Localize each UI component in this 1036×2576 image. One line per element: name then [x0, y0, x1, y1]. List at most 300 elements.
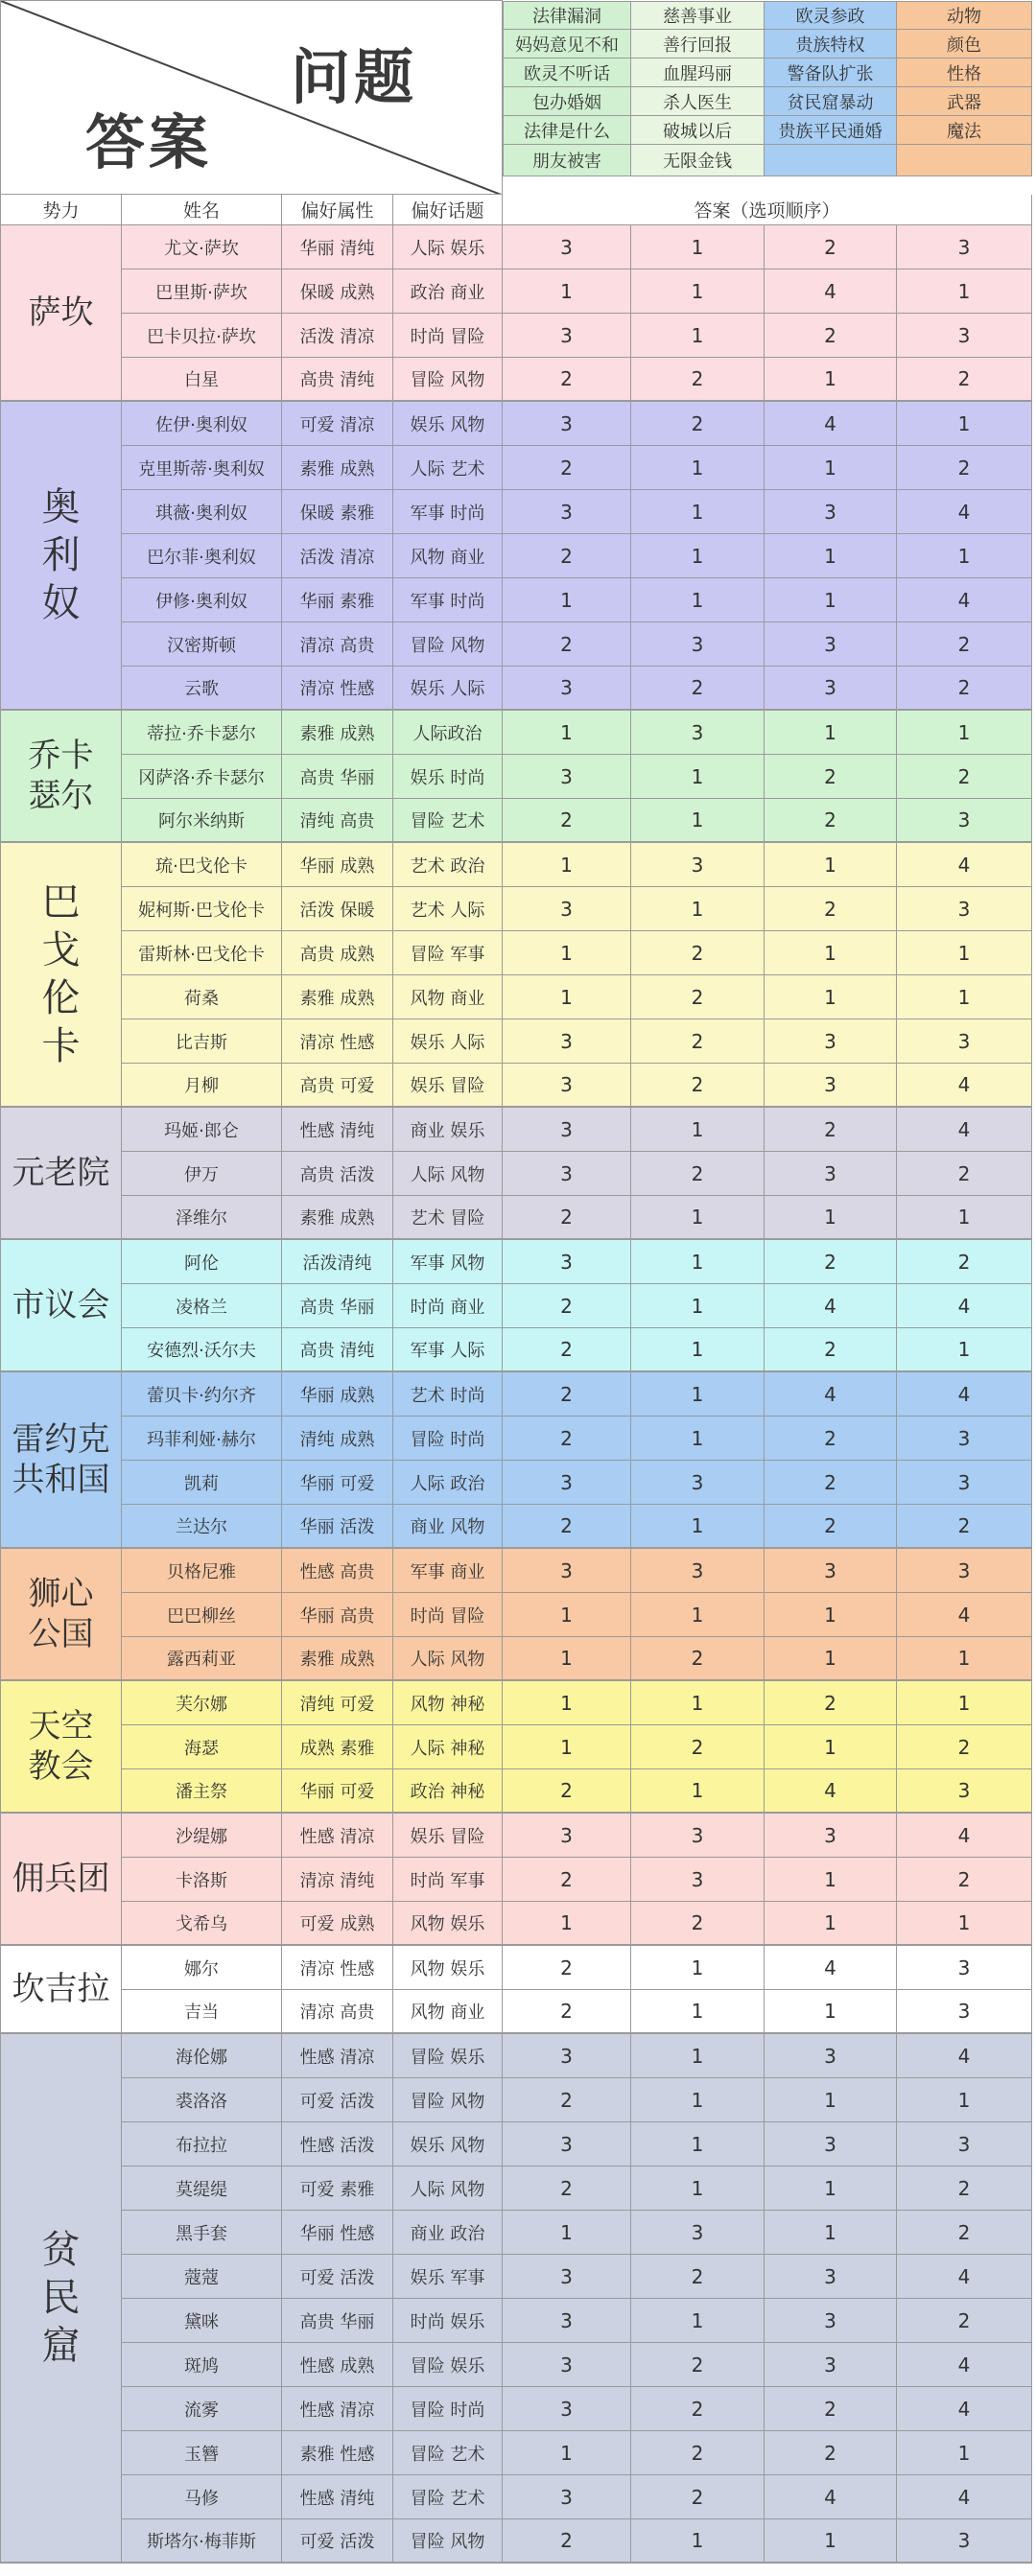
character-name: 凯莉: [122, 1461, 282, 1505]
preferred-topic: 时尚 军事: [393, 1858, 503, 1902]
preferred-topic: 风物 商业: [393, 975, 503, 1019]
preferred-attribute: 高贵 可爱: [282, 1064, 393, 1108]
preferred-topic: 冒险 时尚: [393, 1417, 503, 1461]
answer-cell: 1: [765, 1990, 897, 2034]
preferred-attribute: 华丽 活泼: [282, 1505, 393, 1549]
answer-cell: 2: [897, 446, 1032, 490]
preferred-attribute: 高贵 华丽: [282, 2299, 393, 2343]
preferred-attribute: 华丽 成熟: [282, 1372, 393, 1417]
character-name: 凌格兰: [122, 1284, 282, 1328]
answer-cell: 4: [765, 1769, 897, 1814]
answer-cell: 3: [897, 1019, 1032, 1064]
answer-cell: 1: [631, 2166, 765, 2211]
preferred-topic: 商业 娱乐: [393, 1108, 503, 1152]
faction-name: 教会: [28, 1747, 94, 1786]
answer-cell: 3: [503, 2122, 631, 2166]
answer-cell: 2: [897, 667, 1032, 711]
answer-cell: 1: [765, 711, 897, 755]
answer-cell: 2: [503, 799, 631, 843]
question-option: 性格: [897, 59, 1032, 87]
answer-cell: 1: [765, 1593, 897, 1637]
faction-cell: [0, 843, 122, 1108]
preferred-attribute: 清凉 高贵: [282, 622, 393, 667]
answer-cell: 2: [897, 1505, 1032, 1549]
preferred-attribute: 华丽 可爱: [282, 1769, 393, 1814]
question-option: 欧灵参政: [765, 1, 897, 30]
answer-cell: 2: [503, 1858, 631, 1902]
question-option: 法律漏洞: [503, 1, 631, 30]
faction-cell: [0, 1372, 122, 1549]
answer-cell: 3: [631, 711, 765, 755]
answer-cell: 3: [503, 2475, 631, 2519]
character-name: 黑手套: [122, 2211, 282, 2255]
faction-cell: [0, 225, 122, 402]
question-option: 血腥玛丽: [631, 59, 765, 87]
preferred-topic: 冒险 艺术: [393, 2475, 503, 2519]
character-name: 荷桑: [122, 975, 282, 1019]
answer-cell: 4: [897, 2034, 1032, 2078]
answer-cell: 2: [897, 1152, 1032, 1196]
answer-cell: 3: [897, 799, 1032, 843]
answer-cell: 2: [765, 2431, 897, 2475]
answer-cell: 3: [765, 2343, 897, 2387]
answer-cell: 2: [631, 1725, 765, 1769]
answer-cell: 1: [631, 2519, 765, 2564]
answer-cell: 1: [765, 446, 897, 490]
answer-cell: 2: [631, 1637, 765, 1681]
header-attribute: 偏好属性: [282, 195, 393, 225]
preferred-attribute: 性感 清凉: [282, 2387, 393, 2431]
answer-cell: 2: [765, 887, 897, 931]
character-name: 白星: [122, 358, 282, 402]
answer-cell: 1: [631, 446, 765, 490]
preferred-attribute: 性感 高贵: [282, 1549, 393, 1593]
answer-cell: 1: [631, 1196, 765, 1240]
preferred-attribute: 性感 清凉: [282, 1814, 393, 1858]
preferred-attribute: 素雅 成熟: [282, 446, 393, 490]
answer-cell: 2: [503, 1328, 631, 1372]
answer-cell: 3: [503, 225, 631, 269]
character-name: 流雾: [122, 2387, 282, 2431]
answer-cell: 1: [765, 2078, 897, 2122]
answer-cell: 1: [765, 843, 897, 887]
question-option: 警备队扩张: [765, 59, 897, 87]
preferred-topic: 艺术 政治: [393, 843, 503, 887]
answer-cell: 2: [503, 446, 631, 490]
answer-cell: 2: [503, 1417, 631, 1461]
answer-cell: 2: [503, 1946, 631, 1990]
answer-cell: 3: [631, 843, 765, 887]
answer-cell: 3: [765, 2255, 897, 2299]
answer-cell: 3: [765, 1019, 897, 1064]
preferred-attribute: 性感 清纯: [282, 2475, 393, 2519]
preferred-topic: 冒险 时尚: [393, 2387, 503, 2431]
preferred-attribute: 可爱 成熟: [282, 1902, 393, 1946]
answer-cell: 1: [765, 1196, 897, 1240]
preferred-attribute: 保暖 素雅: [282, 490, 393, 534]
preferred-attribute: 可爱 活泼: [282, 2078, 393, 2122]
question-option: 包办婚姻: [503, 87, 631, 116]
answer-cell: 3: [503, 1019, 631, 1064]
question-option: 朋友被害: [503, 145, 631, 176]
answer-cell: 2: [503, 1769, 631, 1814]
preferred-topic: 娱乐 时尚: [393, 755, 503, 799]
answer-cell: 3: [503, 2343, 631, 2387]
question-option: 贵族平民通婚: [765, 116, 897, 145]
answer-cell: 3: [503, 1108, 631, 1152]
preferred-topic: 风物 商业: [393, 1990, 503, 2034]
answer-cell: 4: [897, 1593, 1032, 1637]
preferred-topic: 冒险 艺术: [393, 2431, 503, 2475]
answer-cell: 3: [503, 1152, 631, 1196]
preferred-attribute: 性感 清凉: [282, 2034, 393, 2078]
character-name: 尤文·萨坎: [122, 225, 282, 269]
answer-cell: 1: [631, 314, 765, 358]
answer-cell: 2: [765, 1417, 897, 1461]
character-name: 云歌: [122, 667, 282, 711]
answer-cell: 3: [765, 1814, 897, 1858]
answer-cell: 1: [503, 2211, 631, 2255]
character-name: 布拉拉: [122, 2122, 282, 2166]
preferred-attribute: 活泼 清凉: [282, 534, 393, 578]
preferred-topic: 时尚 商业: [393, 1284, 503, 1328]
faction-name: 民: [41, 2276, 81, 2320]
answer-cell: 2: [631, 1902, 765, 1946]
question-option: 欧灵不听话: [503, 59, 631, 87]
answer-cell: 3: [503, 2034, 631, 2078]
answer-cell: 2: [631, 2387, 765, 2431]
answer-cell: 1: [631, 1417, 765, 1461]
preferred-attribute: 华丽 成熟: [282, 843, 393, 887]
answer-cell: 1: [765, 534, 897, 578]
answer-cell: 1: [503, 975, 631, 1019]
preferred-topic: 冒险 风物: [393, 2519, 503, 2564]
answer-cell: 2: [503, 622, 631, 667]
answer-cell: 2: [631, 1064, 765, 1108]
character-name: 妮柯斯·巴戈伦卡: [122, 887, 282, 931]
faction-name: 市议会: [12, 1285, 110, 1324]
answer-cell: 4: [897, 1108, 1032, 1152]
answer-cell: 4: [897, 1284, 1032, 1328]
preferred-attribute: 活泼 保暖: [282, 887, 393, 931]
answer-cell: 1: [631, 2034, 765, 2078]
preferred-topic: 艺术 时尚: [393, 1372, 503, 1417]
character-name: 兰达尔: [122, 1505, 282, 1549]
character-name: 伊万: [122, 1152, 282, 1196]
answer-cell: 4: [765, 402, 897, 446]
preferred-topic: 时尚 娱乐: [393, 2299, 503, 2343]
answer-cell: 2: [897, 1858, 1032, 1902]
answer-cell: 2: [503, 358, 631, 402]
preferred-attribute: 清纯 可爱: [282, 1681, 393, 1725]
answer-cell: 1: [897, 269, 1032, 314]
answer-cell: 1: [631, 1990, 765, 2034]
preferred-topic: 冒险 娱乐: [393, 2034, 503, 2078]
question-option: 慈善事业: [631, 1, 765, 30]
answer-cell: 3: [765, 2034, 897, 2078]
character-name: 马修: [122, 2475, 282, 2519]
character-name: 玛菲利娅·赫尔: [122, 1417, 282, 1461]
answer-cell: 1: [503, 578, 631, 622]
preferred-attribute: 保暖 成熟: [282, 269, 393, 314]
preferred-attribute: 清纯 成熟: [282, 1417, 393, 1461]
answer-cell: 3: [897, 1769, 1032, 1814]
preferred-attribute: 华丽 性感: [282, 2211, 393, 2255]
question-option: 颜色: [897, 30, 1032, 59]
answer-cell: 2: [503, 534, 631, 578]
character-name: 蒂拉·乔卡瑟尔: [122, 711, 282, 755]
preferred-attribute: 素雅 成熟: [282, 975, 393, 1019]
answer-cell: 3: [897, 314, 1032, 358]
answer-cell: 1: [897, 975, 1032, 1019]
character-name: 斯塔尔·梅菲斯: [122, 2519, 282, 2564]
answer-cell: 1: [631, 225, 765, 269]
character-name: 吉当: [122, 1990, 282, 2034]
answer-cell: 4: [897, 1814, 1032, 1858]
answer-cell: 1: [631, 534, 765, 578]
answer-cell: 1: [765, 578, 897, 622]
answer-cell: 2: [897, 622, 1032, 667]
answer-cell: 4: [765, 1372, 897, 1417]
answer-cell: 3: [503, 1461, 631, 1505]
answer-cell: 1: [503, 2431, 631, 2475]
answer-cell: 1: [503, 931, 631, 975]
preferred-topic: 娱乐 军事: [393, 2255, 503, 2299]
answer-cell: 2: [765, 1108, 897, 1152]
answer-cell: 4: [897, 578, 1032, 622]
answer-cell: 2: [631, 931, 765, 975]
answer-cell: 1: [897, 711, 1032, 755]
answer-cell: 2: [503, 1372, 631, 1417]
character-name: 比吉斯: [122, 1019, 282, 1064]
answer-cell: 1: [631, 1108, 765, 1152]
header-answers: 答案（选项顺序）: [503, 195, 1032, 225]
preferred-attribute: 高贵 清纯: [282, 358, 393, 402]
question-option: 贫民窟暴动: [765, 87, 897, 116]
faction-cell: [0, 711, 122, 843]
character-name: 琪薇·奥利奴: [122, 490, 282, 534]
question-option: 法律是什么: [503, 116, 631, 145]
faction-name: 天空: [28, 1706, 94, 1745]
preferred-topic: 冒险 艺术: [393, 799, 503, 843]
character-name: 伊修·奥利奴: [122, 578, 282, 622]
faction-name: 伦: [41, 976, 81, 1020]
answer-cell: 4: [897, 843, 1032, 887]
answer-cell: 3: [503, 667, 631, 711]
character-name: 玛姬·郎仑: [122, 1108, 282, 1152]
question-option: [765, 145, 897, 176]
answer-cell: 2: [503, 2519, 631, 2564]
answer-cell: 2: [631, 1152, 765, 1196]
faction-name: 共和国: [12, 1461, 110, 1499]
character-name: 海瑟: [122, 1725, 282, 1769]
character-name: 冈萨洛·乔卡瑟尔: [122, 755, 282, 799]
faction-name: 乔卡: [28, 736, 94, 775]
preferred-attribute: 高贵 清纯: [282, 1328, 393, 1372]
answer-cell: 4: [765, 269, 897, 314]
character-name: 巴尔菲·奥利奴: [122, 534, 282, 578]
answer-cell: 1: [631, 1240, 765, 1284]
preferred-attribute: 性感 活泼: [282, 2122, 393, 2166]
preferred-attribute: 清凉 性感: [282, 1019, 393, 1064]
faction-name: 萨坎: [28, 293, 94, 332]
faction-name: 雷约克: [12, 1419, 110, 1459]
answer-cell: 2: [503, 1990, 631, 2034]
answer-cell: 2: [897, 1240, 1032, 1284]
answer-cell: 1: [897, 2431, 1032, 2475]
answer-cell: 1: [503, 1725, 631, 1769]
header-topic: 偏好话题: [393, 195, 503, 225]
preferred-attribute: 素雅 性感: [282, 2431, 393, 2475]
character-name: 蔻蔻: [122, 2255, 282, 2299]
answer-cell: 1: [631, 1372, 765, 1417]
preferred-attribute: 素雅 成熟: [282, 1196, 393, 1240]
character-name: 芙尔娜: [122, 1681, 282, 1725]
answer-cell: 3: [503, 2387, 631, 2431]
answer-cell: 3: [503, 1064, 631, 1108]
preferred-topic: 时尚 冒险: [393, 314, 503, 358]
diagonal-divider-icon: [1, 1, 503, 195]
answer-cell: 2: [631, 667, 765, 711]
answer-cell: 2: [631, 358, 765, 402]
answer-cell: 2: [897, 358, 1032, 402]
answer-cell: 3: [765, 1152, 897, 1196]
answer-cell: 2: [503, 2078, 631, 2122]
preferred-topic: 人际 政治: [393, 1461, 503, 1505]
preferred-topic: 人际 风物: [393, 2166, 503, 2211]
faction-name: 巴: [41, 880, 81, 925]
preferred-topic: 军事 风物: [393, 1240, 503, 1284]
answer-cell: 1: [631, 2078, 765, 2122]
preferred-topic: 时尚 冒险: [393, 1593, 503, 1637]
preferred-attribute: 素雅 成熟: [282, 1637, 393, 1681]
faction-cell: [0, 2034, 122, 2564]
preferred-attribute: 可爱 清凉: [282, 402, 393, 446]
answer-cell: 1: [631, 2299, 765, 2343]
answer-cell: 2: [897, 2166, 1032, 2211]
answer-cell: 1: [631, 1681, 765, 1725]
answer-cell: 4: [897, 1372, 1032, 1417]
answer-cell: 1: [503, 1681, 631, 1725]
preferred-attribute: 可爱 素雅: [282, 2166, 393, 2211]
character-name: 斑鸠: [122, 2343, 282, 2387]
answer-cell: 2: [503, 1196, 631, 1240]
preferred-attribute: 清凉 性感: [282, 667, 393, 711]
answer-cell: 2: [631, 2255, 765, 2299]
answer-cell: 1: [897, 534, 1032, 578]
answer-cell: 2: [503, 2166, 631, 2211]
answer-cell: 3: [897, 1461, 1032, 1505]
answer-cell: 1: [765, 358, 897, 402]
character-name: 克里斯蒂·奥利奴: [122, 446, 282, 490]
preferred-topic: 冒险 娱乐: [393, 2343, 503, 2387]
answer-cell: 3: [631, 1814, 765, 1858]
answer-cell: 2: [765, 1505, 897, 1549]
character-name: 海伦娜: [122, 2034, 282, 2078]
answer-cell: 3: [503, 1814, 631, 1858]
answer-cell: 1: [631, 1284, 765, 1328]
answer-cell: 3: [765, 667, 897, 711]
faction-cell: [0, 1549, 122, 1681]
preferred-topic: 人际 风物: [393, 1637, 503, 1681]
faction-name: 戈: [41, 928, 81, 972]
header-faction: 势力: [0, 195, 122, 225]
answer-cell: 2: [631, 975, 765, 1019]
answer-cell: 1: [765, 2519, 897, 2564]
question-option: 魔法: [897, 116, 1032, 145]
answer-cell: 1: [765, 1902, 897, 1946]
preferred-attribute: 高贵 华丽: [282, 755, 393, 799]
answer-cell: 3: [897, 887, 1032, 931]
answer-cell: 2: [631, 2343, 765, 2387]
answer-cell: 3: [503, 314, 631, 358]
answer-cell: 3: [765, 1549, 897, 1593]
preferred-topic: 冒险 风物: [393, 622, 503, 667]
preferred-topic: 风物 娱乐: [393, 1946, 503, 1990]
faction-cell: [0, 402, 122, 711]
answer-cell: 3: [897, 1946, 1032, 1990]
preferred-topic: 艺术 冒险: [393, 1196, 503, 1240]
faction-name: 佣兵团: [12, 1859, 110, 1898]
character-name: 莫缇缇: [122, 2166, 282, 2211]
answer-cell: 3: [503, 755, 631, 799]
preferred-topic: 娱乐 风物: [393, 2122, 503, 2166]
answer-cell: 4: [897, 2255, 1032, 2299]
answer-cell: 2: [765, 1461, 897, 1505]
character-name: 巴卡贝拉·萨坎: [122, 314, 282, 358]
preferred-topic: 人际 艺术: [393, 446, 503, 490]
answer-cell: 4: [765, 1946, 897, 1990]
answer-cell: 1: [765, 931, 897, 975]
character-name: 雷斯林·巴戈伦卡: [122, 931, 282, 975]
answer-cell: 3: [897, 1990, 1032, 2034]
answer-cell: 3: [503, 2299, 631, 2343]
character-name: 月柳: [122, 1064, 282, 1108]
preferred-topic: 人际 风物: [393, 1152, 503, 1196]
answer-cell: 1: [765, 2211, 897, 2255]
answer-cell: 2: [765, 1681, 897, 1725]
answer-cell: 3: [631, 1858, 765, 1902]
preferred-attribute: 活泼 清凉: [282, 314, 393, 358]
answer-cell: 1: [503, 1593, 631, 1637]
character-name: 阿尔米纳斯: [122, 799, 282, 843]
preferred-topic: 风物 神秘: [393, 1681, 503, 1725]
preferred-topic: 军事 时尚: [393, 490, 503, 534]
faction-name: 奴: [41, 581, 81, 625]
answer-cell: 1: [503, 269, 631, 314]
preferred-topic: 艺术 人际: [393, 887, 503, 931]
question-option: 妈妈意见不和: [503, 30, 631, 59]
answer-cell: 1: [631, 490, 765, 534]
answer-cell: 2: [897, 755, 1032, 799]
answer-cell: 1: [897, 2078, 1032, 2122]
character-name: 卡洛斯: [122, 1858, 282, 1902]
preferred-attribute: 性感 成熟: [282, 2343, 393, 2387]
answer-cell: 3: [765, 622, 897, 667]
answer-cell: 3: [765, 2299, 897, 2343]
preferred-topic: 风物 娱乐: [393, 1902, 503, 1946]
answer-cell: 2: [765, 225, 897, 269]
answer-cell: 1: [897, 1196, 1032, 1240]
answer-cell: 2: [897, 1725, 1032, 1769]
answer-cell: 1: [897, 402, 1032, 446]
character-name: 巴里斯·萨坎: [122, 269, 282, 314]
answer-cell: 2: [765, 799, 897, 843]
answer-cell: 2: [897, 2211, 1032, 2255]
character-name: 泽维尔: [122, 1196, 282, 1240]
answer-cell: 1: [631, 1946, 765, 1990]
preferred-attribute: 性感 清纯: [282, 1108, 393, 1152]
